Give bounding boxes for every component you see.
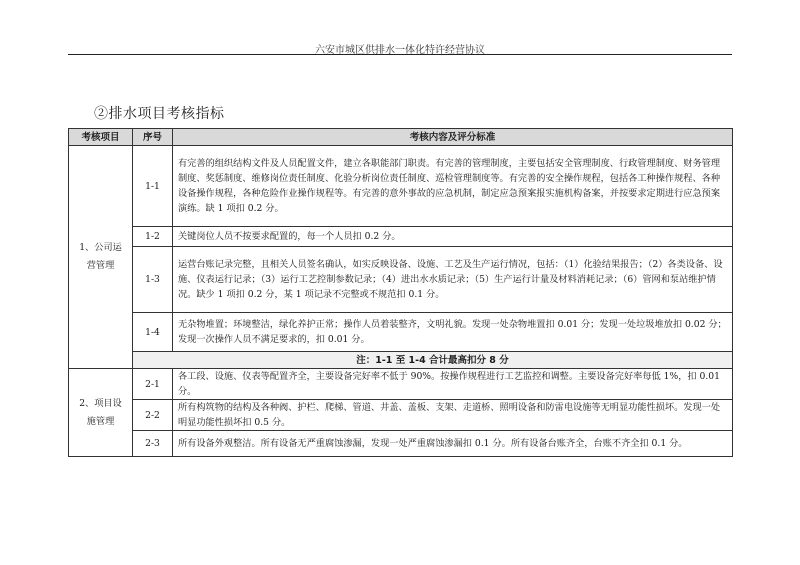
table-header-row (69, 129, 733, 146)
row-number: 1-1 (133, 146, 173, 227)
row-number: 1-2 (133, 227, 173, 247)
assessment-table (68, 128, 733, 457)
row-number: 2-1 (133, 369, 173, 400)
table-row (69, 431, 733, 457)
row-content: 无杂物堆置；环境整洁，绿化养护正常；操作人员着装整齐，文明礼貌。发现一处杂物堆置扣 0.01 分；发现一处垃圾堆放扣 0.02 分；发现一次操作人员不满足要求的，扣 0.01 分。 (173, 313, 733, 352)
row-number: 1-4 (133, 313, 173, 352)
header-divider (68, 54, 732, 55)
item-cell-facilities (69, 369, 133, 457)
row-number: 2-3 (133, 431, 173, 457)
row-content: 各工段、设施、仪表等配置齐全，主要设备完好率不低于 90%。按操作规程进行工艺监控和调整。主要设备完好率每低 1%，扣 0.01 分。 (173, 369, 733, 400)
table-row (69, 313, 733, 352)
row-content: 所有设备外观整洁。所有设备无严重腐蚀渗漏，发现一处严重腐蚀渗漏扣 0.1 分。所有设备台账齐全，台账不齐全扣 0.1 分。 (173, 431, 733, 457)
table-row (69, 400, 733, 431)
row-number: 1-3 (133, 247, 173, 313)
table-note-row (69, 352, 733, 369)
table-row (69, 227, 733, 247)
item-label: 2、项目设施管理 (79, 397, 122, 427)
table-row (69, 369, 733, 400)
row-content: 有完善的组织结构文件及人员配置文件，建立各职能部门职责。有完善的管理制度，主要包括安全管理制度、行政管理制度、财务管理制度、奖惩制度、维修岗位责任制度、化验分析岗位责任制度、巡检管理制度等。有完善的安全操作规程，包括各工种操作规程、各种设备操作规程，各种危险作业操作规程等。有完善的意外事故的应急机制，制定应急预案报实施机构备案，并按要求定期进行应急预案演练。缺 1 项扣 0.2 分。 (173, 146, 733, 227)
table-row (69, 146, 733, 227)
table-row (69, 247, 733, 313)
document-header-title: 六安市城区供排水一体化特许经营协议 (315, 45, 485, 56)
row-content: 所有构筑物的结构及各种阀、护栏、爬梯、管道、井盖、盖板、支架、走道桥、照明设备和防雷电设施等无明显功能性损坏。发现一处明显功能性损坏扣 0.5 分。 (173, 400, 733, 431)
column-header-content: 考核内容及评分标准 (173, 129, 733, 146)
row-number: 2-2 (133, 400, 173, 431)
item-label: 1、公司运营管理 (79, 242, 122, 271)
row-content: 关键岗位人员不按要求配置的，每一个人员扣 0.2 分。 (173, 227, 733, 247)
section-title: ②排水项目考核指标 (94, 106, 225, 122)
deduction-note: 注：1-1 至 1-4 合计最高扣分 8 分 (133, 352, 733, 369)
row-content: 运营台账记录完整，且相关人员签名确认，如实反映设备、设施、工艺及生产运行情况，包括：（1）化验结果报告；（2）各类设备、设施、仪表运行记录；（3）运行工艺控制参数记录；（4）进出水水质记录；（5）生产运行计量及材料消耗记录；（6）管网和泵站维护情况。缺少 1 项扣 0.2 分，某 1 项记录不完整或不规范扣 0.1 分。 (173, 247, 733, 313)
item-cell-operations (69, 146, 133, 369)
column-header-number: 序号 (133, 129, 173, 146)
column-header-item: 考核项目 (69, 129, 133, 146)
